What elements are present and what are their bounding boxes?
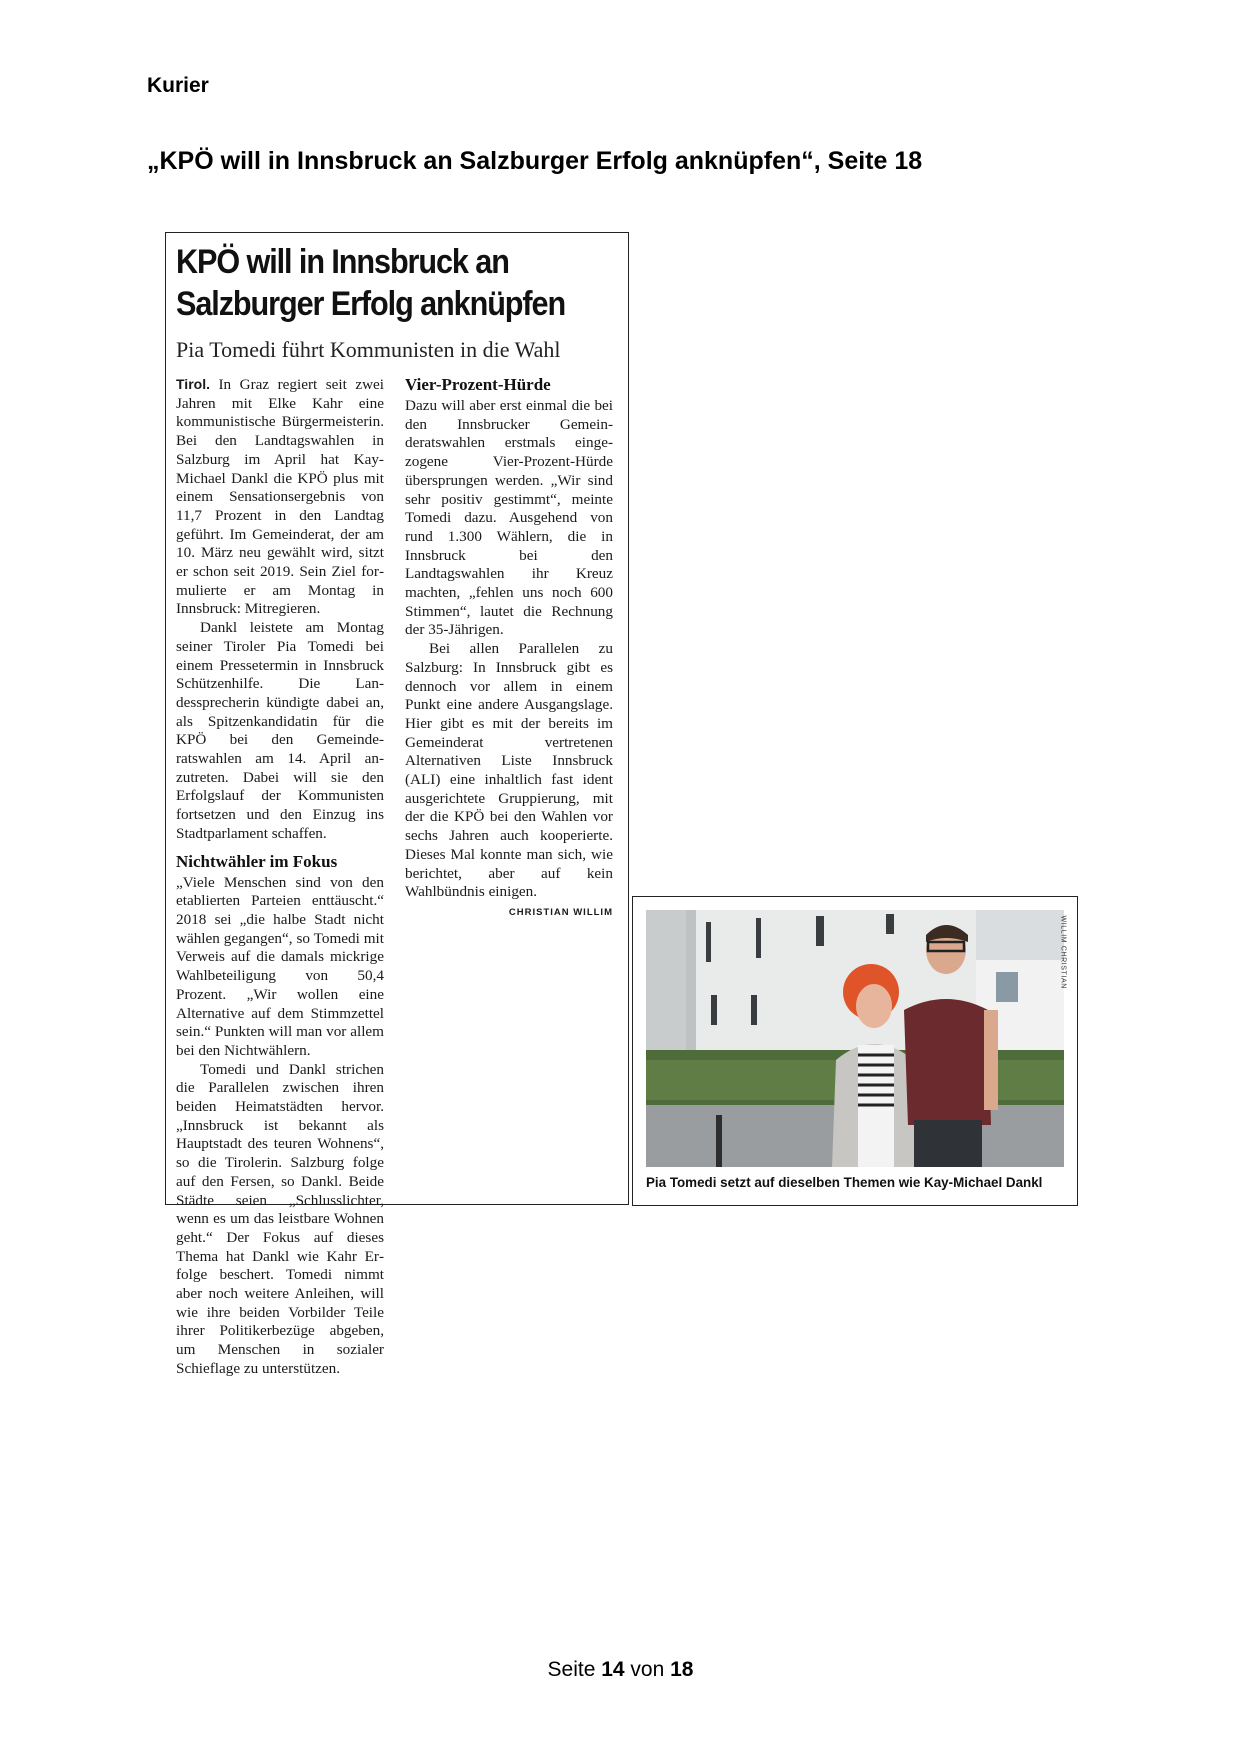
- photo-caption: Pia Tomedi setzt auf dieselben Themen wie Kay-Michael Dankl: [646, 1175, 1043, 1190]
- footer-separator: von: [624, 1658, 671, 1681]
- paragraph: Dankl leistete am Montag seiner Tiroler Pia Tomedi bei einem Pressetermin in Innsbruck Schützenhilfe. Die Landessprecherin kündigte dabei an, als Spitzenkandidatin für die KPÖ bei den Gemeinderatswahlen am 14. April anzutreten. Dabei will sie den Erfolgslauf der Kommunisten fortsetzen und den Einzug ins Stadtparlament schaffen.: [176, 619, 384, 842]
- newspaper-article: [165, 232, 629, 1377]
- article-column-left: [176, 375, 384, 1379]
- paragraph: [176, 375, 384, 619]
- headline-line-2: Salzburger Erfolg anknüpfen: [176, 285, 566, 323]
- headline-line-1: KPÖ will in Innsbruck an: [176, 243, 509, 281]
- section-heading: Nichtwähler im Fokus: [176, 851, 338, 871]
- byline: CHRISTIAN WILLIM: [508, 906, 613, 918]
- photo-credit: WILLIM CHRISTIAN: [1059, 915, 1067, 989]
- paragraph-text: In Graz regiert seit zwei Jahren mit Elke Kahr eine kommunistische Bürgermeisterin. Bei den Landtagswahlen in Salzburg im April hat Kay-Michael Dankl die KPÖ plus mit einem Sensationsergebnis von 11,7 Prozent in den Landtag geführt. Im Gemeinderat, der am 10. März neu gewählt wird, sitzt er schon seit 2019. Sein Ziel formulierte er am Montag in Innsbruck: Mitregieren.: [176, 376, 384, 618]
- lead-label: Tirol.: [176, 376, 210, 392]
- photo-illustration: [646, 910, 1064, 1167]
- section-heading: Vier-Prozent-Hürde: [405, 375, 551, 394]
- total-pages: 18: [670, 1658, 694, 1681]
- paragraph: „Viele Menschen sind von den etablierten Parteien enttäuscht.“ 2018 sei „die halbe Stadt nicht wählen gegangen“, so Tomedi mit Verweis auf die damals mickrige Wahlbeteiligung von 50,4 Prozent. „Wir wollen eine Alternative auf dem Stimmzettel sein.“ Punkten will man vor allem bei den Nichtwählern.: [176, 873, 384, 1059]
- photo-box: [632, 896, 1078, 1206]
- article-headline: [176, 241, 577, 325]
- document-title: „KPÖ will in Innsbruck an Salzburger Erfolg anknüpfen“, Seite 18: [147, 147, 923, 175]
- paragraph: Tomedi und Dankl strichen die Parallelen zwischen ihren beiden Heimatstädten hervor. „Innsbruck ist bekannt als Hauptstadt des teuren Wohnens“, so die Tirolerin. Salzburg folge auf den Fersen, so Dankl. Beide Städte seien „Schlusslichter, wenn es um das leistbare Wohnen geht.“ Der Fokus auf dieses Thema hat Dankl wie Kahr Erfolge beschert. Tomedi nimmt aber noch weitere Anleihen, will wie ihre beiden Vorbilder Teile ihrer Politikerbezüge abgeben, um Menschen in sozialer Schieflage zu unterstützen.: [176, 1060, 384, 1377]
- article-column-right: [405, 375, 613, 923]
- footer-prefix: Seite: [547, 1658, 602, 1681]
- page-footer: [0, 1658, 1241, 1682]
- paragraph: Dazu will aber erst einmal die bei den Innsbrucker Gemeinderatswahlen erstmals eingezogene Vier-Prozent-Hürde übersprungen werden. „Wir sind sehr positiv gestimmt“, meinte Tomedi dazu. Ausgehend von rund 1.300 Wählern, die in Innsbruck bei den Landtagswahlen ihr Kreuz machten, „fehlen uns noch 600 Stimmen“, lautet die Rechnung der 35-Jährigen.: [405, 397, 613, 639]
- paragraph: Bei allen Parallelen zu Salzburg: In Innsbruck gibt es dennoch vor allem in einem Punkt eine andere Ausgangslage. Hier gibt es mit der bereits im Gemeinderat vertretenen Alternativen Liste Innsbruck (ALI) eine inhaltlich fast ident ausgerichtete Gruppierung, mit der die KPÖ bei den Wahlen vor sechs Jahren auch kooperierte. Dieses Mal konnte man sich, wie berichtet, aber auf kein Wahlbündnis einigen.: [405, 640, 613, 901]
- article-photo: [646, 910, 1064, 1167]
- source-label: Kurier: [147, 74, 209, 97]
- article-subheadline: Pia Tomedi führt Kommunisten in die Wahl: [176, 337, 561, 362]
- current-page-number: 14: [601, 1658, 625, 1681]
